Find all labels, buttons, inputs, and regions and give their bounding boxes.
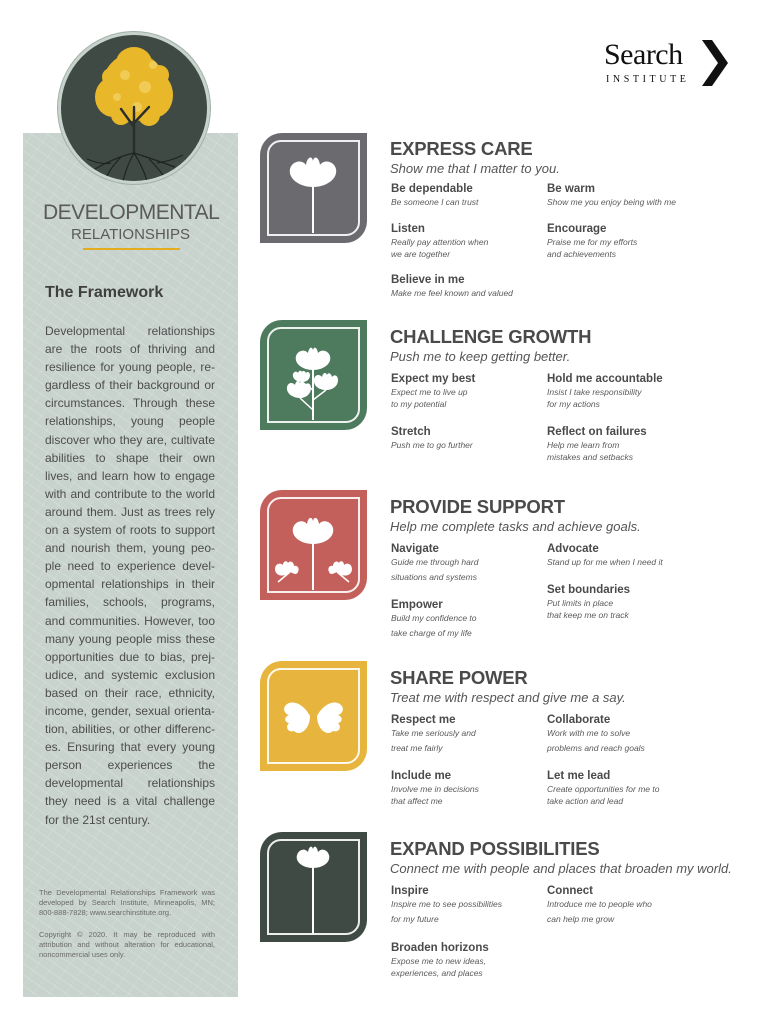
- item-stretch: Stretch Push me to go further: [391, 426, 473, 450]
- logo-subtitle: INSTITUTE: [606, 74, 690, 85]
- item-navigate: Navigate Guide me through hard situations and systems: [391, 543, 479, 582]
- tall-ginkgo-leaf-icon: [260, 832, 367, 942]
- challenge-growth-title: CHALLENGE GROWTH: [390, 326, 592, 347]
- expand-possibilities-tile: [260, 832, 367, 942]
- ginkgo-leaf-pair-icon: [260, 661, 367, 771]
- expand-possibilities-subtitle: Connect me with people and places that broaden my world.: [390, 861, 732, 876]
- item-include-me: Include me Involve me in decisions that affect me: [391, 770, 479, 806]
- sidebar-title-line2: RELATIONSHIPS: [71, 226, 190, 243]
- item-connect: Connect Introduce me to people who can help me grow: [547, 885, 652, 924]
- item-set-boundaries: Set boundaries Put limits in place that keep me on track: [547, 584, 631, 620]
- item-let-me-lead: Let me lead Create opportunities for me to take action and lead: [547, 770, 660, 806]
- item-be-dependable: Be dependable Be someone I can trust: [391, 183, 479, 207]
- provide-support-subtitle: Help me complete tasks and achieve goals.: [390, 519, 641, 534]
- item-empower: Empower Build my confidence to take charge of my life: [391, 599, 477, 638]
- item-broaden-horizons: Broaden horizons Expose me to new ideas, experiences, and places: [391, 942, 489, 978]
- framework-heading: The Framework: [45, 284, 164, 301]
- framework-body: Developmental relationships are the roots of thriving and resilience for young people, regardless of their background or circumstances. Through these relationships, young people discover who they are, cultivate abilities to shape their own lives, and learn how to engage with and contribute to the world around them. Just as trees rely on a system of roots to support and nourish them, young people need to experience developmental relationships in their families, schools, programs, and communities. However, too many young people miss these opportunities due to bias, prejudice, and systemic exclusion based on their race, ethnicity, income, gender, sexual orientation, abilities, or other differences. Ensuring that every young person experiences the developmental relationships they need is a vital challenge for the 21st century.: [45, 324, 215, 827]
- framework-sidebar: [23, 133, 238, 997]
- item-listen: Listen Really pay attention when we are together: [391, 223, 489, 259]
- copyright-note: Copyright © 2020. It may be reproduced with attribution and without alteration for educational, noncommercial uses only.: [39, 930, 215, 959]
- search-institute-logo: [604, 38, 734, 88]
- item-collaborate: Collaborate Work with me to solve problems and reach goals: [547, 714, 645, 753]
- ginkgo-leaf-trio-icon: [260, 490, 367, 600]
- provide-support-tile: [260, 490, 367, 600]
- item-encourage: Encourage Praise me for my efforts and achievements: [547, 223, 638, 259]
- share-power-title: SHARE POWER: [390, 667, 528, 688]
- challenge-growth-tile: [260, 320, 367, 430]
- single-ginkgo-leaf-icon: [260, 133, 367, 243]
- credit-note: The Developmental Relationships Framework was developed by Search Institute, Minneapolis, MN; 800-888-7828; www.searchinstitute.org.: [39, 888, 215, 917]
- express-care-tile: [260, 133, 367, 243]
- item-respect-me: Respect me Take me seriously and treat me fairly: [391, 714, 476, 753]
- expand-possibilities-title: EXPAND POSSIBILITIES: [390, 838, 600, 859]
- title-underline: [83, 248, 180, 250]
- provide-support-title: PROVIDE SUPPORT: [390, 496, 565, 517]
- share-power-tile: [260, 661, 367, 771]
- share-power-subtitle: Treat me with respect and give me a say.: [390, 690, 626, 705]
- item-reflect-on-failures: Reflect on failures Help me learn from mistakes and setbacks: [547, 426, 647, 462]
- logo-wordmark: Search: [604, 38, 683, 71]
- challenge-growth-subtitle: Push me to keep getting better.: [390, 349, 571, 364]
- item-advocate: Advocate Stand up for me when I need it: [547, 543, 663, 567]
- ginkgo-branch-icon: [260, 320, 367, 430]
- sidebar-title-line1: DEVELOPMENTAL: [43, 201, 220, 224]
- item-inspire: Inspire Inspire me to see possibilities for my future: [391, 885, 503, 924]
- item-believe-in-me: Believe in me Make me feel known and valued: [391, 274, 513, 298]
- express-care-subtitle: Show me that I matter to you.: [390, 161, 560, 176]
- express-care-title: EXPRESS CARE: [390, 138, 533, 159]
- item-be-warm: Be warm Show me you enjoy being with me: [547, 183, 676, 207]
- item-hold-me-accountable: Hold me accountable Insist I take responsibility for my actions: [547, 373, 663, 409]
- chevron-right-icon: [700, 40, 728, 86]
- tree-roots-icon: [58, 32, 210, 184]
- item-expect-my-best: Expect my best Expect me to live up to my potential: [391, 373, 476, 409]
